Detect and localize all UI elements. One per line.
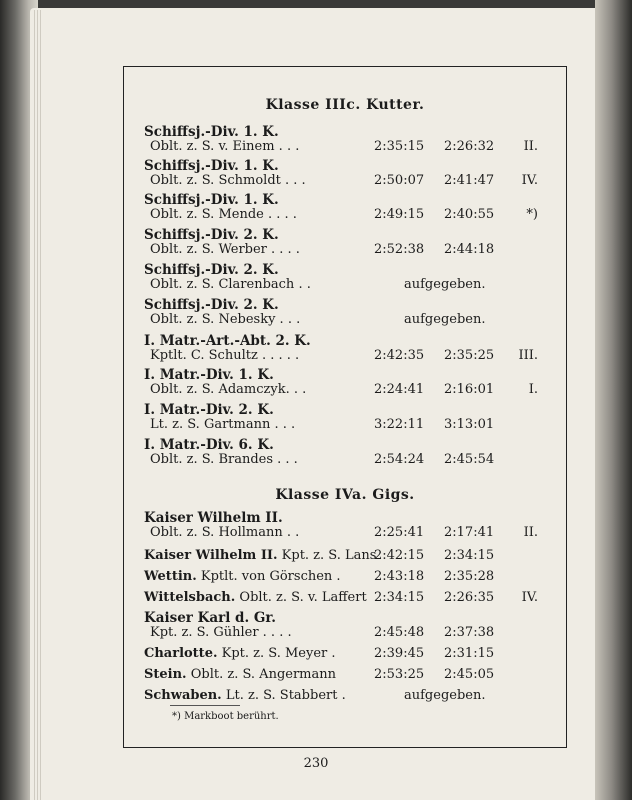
elapsed-time: 2:52:38 [374, 242, 425, 257]
elapsed-time: 2:42:35 [374, 348, 425, 363]
skipper-name: Oblt. z. S. Hollmann . . [150, 525, 300, 540]
elapsed-time: 2:35:15 [374, 139, 425, 154]
team-title: I. Matr.-Div. 2. K. [144, 402, 274, 418]
team-title: I. Matr.-Div. 6. K. [144, 437, 274, 453]
skipper-name: Lt. z. S. Gartmann . . . [150, 417, 296, 432]
team-title: Schiffsj.-Div. 1. K. [144, 192, 279, 208]
placing: IV. [521, 173, 538, 188]
corrected-time: 2:35:25 [444, 348, 495, 363]
placing: II. [523, 139, 538, 154]
results-frame [123, 66, 567, 748]
corrected-time: 2:45:54 [444, 452, 495, 467]
elapsed-time: 2:54:24 [374, 452, 425, 467]
elapsed-time: 2:42:15 [374, 548, 425, 563]
elapsed-time: 2:53:25 [374, 667, 425, 682]
team-title: Schiffsj.-Div. 1. K. [144, 158, 279, 174]
skipper-name: Kptlt. C. Schultz . . . . . [150, 348, 300, 363]
boat-name: Stein. [144, 667, 187, 682]
team-title: I. Matr.-Div. 1. K. [144, 367, 274, 383]
corrected-time: 2:40:55 [444, 207, 495, 222]
skipper-name: Oblt. z. S. Nebesky . . . [150, 312, 301, 327]
elapsed-time: 2:25:41 [374, 525, 425, 540]
corrected-time: 2:35:28 [444, 569, 495, 584]
boat-title: Kaiser Karl d. Gr. [144, 610, 276, 626]
corrected-time: 2:45:05 [444, 667, 495, 682]
elapsed-time: 2:49:15 [374, 207, 425, 222]
skipper-name: Oblt. z. S. Mende . . . . [150, 207, 297, 222]
team-title: Schiffsj.-Div. 2. K. [144, 262, 279, 278]
placing: *) [526, 207, 538, 222]
elapsed-time: 2:45:48 [374, 625, 425, 640]
placing: I. [528, 382, 538, 397]
skipper-name: Kpt. z. S. Meyer . [221, 646, 336, 661]
skipper-name: Oblt. z. S. Schmoldt . . . [150, 173, 306, 188]
elapsed-time: 2:24:41 [374, 382, 425, 397]
skipper-name: Oblt. z. S. v. Einem . . . [150, 139, 300, 154]
corrected-time: 3:13:01 [444, 417, 495, 432]
placing: III. [518, 348, 538, 363]
corrected-time: 2:16:01 [444, 382, 495, 397]
footnote: *) Markboot berührt. [172, 711, 279, 722]
corrected-time: 2:26:32 [444, 139, 495, 154]
boat-name: Wittelsbach. [144, 590, 236, 605]
elapsed-time: 2:50:07 [374, 173, 425, 188]
skipper-name: Kpt. z. S. Lans [281, 548, 377, 563]
team-title: Schiffsj.-Div. 1. K. [144, 124, 279, 140]
status-text: aufgegeben. [404, 277, 486, 292]
placing: II. [523, 525, 538, 540]
status-text: aufgegeben. [404, 312, 486, 327]
footnote-rule [170, 705, 240, 706]
corrected-time: 2:44:18 [444, 242, 495, 257]
skipper-name: Kpt. z. S. Gühler . . . . [150, 625, 292, 640]
status-text: aufgegeben. [404, 688, 486, 703]
team-title: Schiffsj.-Div. 2. K. [144, 297, 279, 313]
corrected-time: 2:31:15 [444, 646, 495, 661]
skipper-name: Oblt. z. S. v. Laffert [239, 590, 367, 605]
elapsed-time: 2:34:15 [374, 590, 425, 605]
boat-name: Charlotte. [144, 646, 218, 661]
page-stack-edge [34, 10, 42, 800]
skipper-name: Oblt. z. S. Brandes . . . [150, 452, 298, 467]
skipper-name: Oblt. z. S. Angermann [190, 667, 336, 682]
skipper-name: Oblt. z. S. Clarenbach . . [150, 277, 311, 292]
corrected-time: 2:37:38 [444, 625, 495, 640]
section-heading-gigs: Klasse IVa. Gigs. [275, 487, 415, 503]
boat-title: Kaiser Wilhelm II. [144, 510, 283, 526]
placing: IV. [521, 590, 538, 605]
skipper-name: Oblt. z. S. Werber . . . . [150, 242, 300, 257]
corrected-time: 2:41:47 [444, 173, 495, 188]
page-number: 230 [303, 756, 329, 771]
skipper-name: Kptlt. von Görschen . [200, 569, 341, 584]
skipper-name: Lt. z. S. Stabbert . [225, 688, 346, 703]
elapsed-time: 3:22:11 [374, 417, 425, 432]
section-heading-kutter: Klasse IIIc. Kutter. [265, 97, 425, 113]
elapsed-time: 2:43:18 [374, 569, 425, 584]
boat-name: Schwaben. [144, 688, 222, 703]
boat-name: Wettin. [144, 569, 197, 584]
elapsed-time: 2:39:45 [374, 646, 425, 661]
corrected-time: 2:34:15 [444, 548, 495, 563]
team-title: I. Matr.-Art.-Abt. 2. K. [144, 333, 311, 349]
boat-name: Kaiser Wilhelm II. [144, 548, 278, 563]
corrected-time: 2:17:41 [444, 525, 495, 540]
team-title: Schiffsj.-Div. 2. K. [144, 227, 279, 243]
corrected-time: 2:26:35 [444, 590, 495, 605]
skipper-name: Oblt. z. S. Adamczyk. . . [150, 382, 307, 397]
facing-page-curl [595, 0, 632, 800]
